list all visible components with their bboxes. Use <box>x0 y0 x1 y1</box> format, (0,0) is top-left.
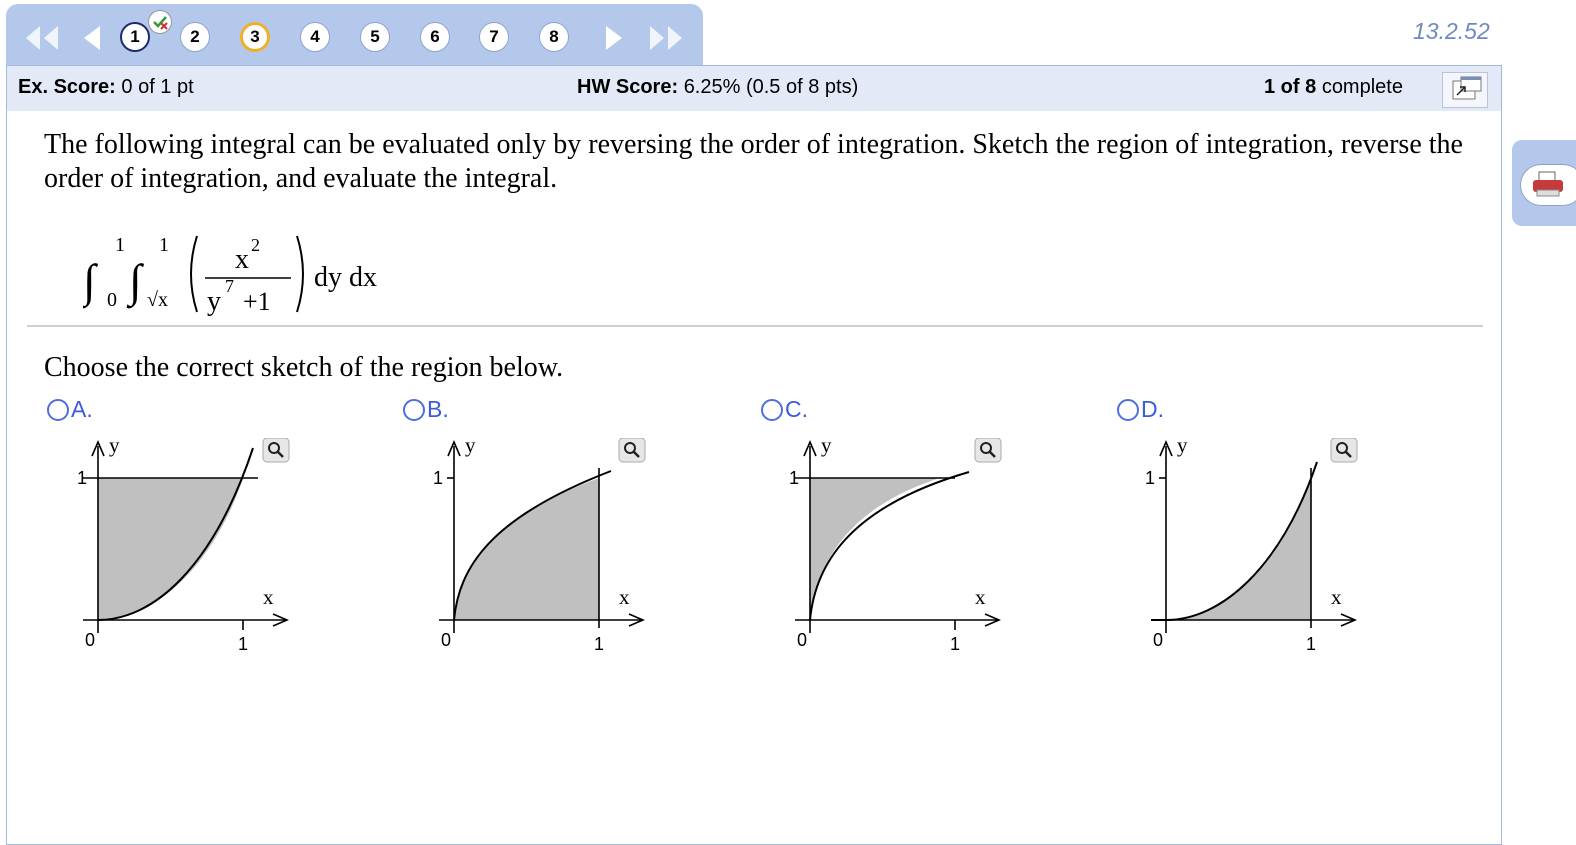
zoom-button[interactable] <box>619 438 645 462</box>
graph-option-a <box>73 438 303 668</box>
print-tab[interactable] <box>1512 140 1576 226</box>
progress-count: 1 of 8 <box>1264 76 1317 98</box>
question-2-button[interactable]: 2 <box>180 22 210 52</box>
graph-option-b <box>429 438 659 668</box>
denominator-base: y <box>207 286 221 317</box>
previous-question-icon[interactable] <box>76 18 106 58</box>
ex-score-label: Ex. Score: <box>18 76 116 98</box>
integral-expression <box>83 226 443 326</box>
option-d[interactable] <box>1117 396 1164 423</box>
option-c-label: C. <box>785 396 808 422</box>
tick-x-1: 1 <box>1306 634 1317 654</box>
popout-window-icon <box>1443 73 1487 107</box>
denominator-rest: +1 <box>243 287 271 316</box>
graph-option-d <box>1141 438 1371 668</box>
popout-window-button[interactable] <box>1442 72 1488 108</box>
outer-lower-limit: 0 <box>107 289 117 311</box>
progress-suffix: complete <box>1321 76 1403 98</box>
option-b-label: B. <box>427 396 449 422</box>
tick-origin: 0 <box>797 630 808 650</box>
numerator-exponent: 2 <box>251 235 260 255</box>
tick-y-1: 1 <box>1145 468 1156 488</box>
option-a-radio[interactable] <box>47 399 69 421</box>
fraction-numerator: x <box>235 244 249 275</box>
question-5-button[interactable]: 5 <box>360 22 390 52</box>
tick-y-1: 1 <box>789 468 800 488</box>
question-7-button[interactable]: 7 <box>479 22 509 52</box>
option-c[interactable] <box>761 396 808 423</box>
differentials: dy dx <box>314 262 377 293</box>
option-c-radio[interactable] <box>761 399 783 421</box>
zoom-button[interactable] <box>975 438 1001 462</box>
shaded-region <box>98 478 243 620</box>
question-8-button[interactable]: 8 <box>539 22 569 52</box>
choose-prompt: Choose the correct sketch of the region below. <box>44 352 564 383</box>
denominator-exponent: 7 <box>225 276 234 296</box>
tick-y-1: 1 <box>433 468 444 488</box>
option-d-radio[interactable] <box>1117 399 1139 421</box>
question-panel <box>6 65 1502 845</box>
option-b[interactable] <box>403 396 449 423</box>
first-question-icon[interactable] <box>18 18 64 58</box>
question-4-button[interactable]: 4 <box>300 22 330 52</box>
next-question-icon[interactable] <box>600 18 630 58</box>
tick-origin: 0 <box>85 630 96 650</box>
y-axis-label: y <box>109 438 120 457</box>
partial-status-badge-icon <box>148 10 172 34</box>
problem-id: 13.2.52 <box>1413 18 1490 44</box>
question-1-button[interactable]: 1 <box>120 22 150 52</box>
x-axis-label: x <box>1331 585 1342 609</box>
zoom-button[interactable] <box>263 438 289 462</box>
inner-lower-limit: √x <box>147 289 168 311</box>
tick-x-1: 1 <box>238 634 249 654</box>
tick-origin: 0 <box>1153 630 1164 650</box>
x-axis-label: x <box>619 585 630 609</box>
shaded-region <box>454 478 599 620</box>
tick-y-1: 1 <box>77 468 88 488</box>
divider <box>27 325 1483 327</box>
y-axis-label: y <box>465 438 476 457</box>
ex-score-value: 0 of 1 pt <box>121 76 194 98</box>
option-a-label: A. <box>71 396 93 422</box>
option-a[interactable] <box>47 396 93 423</box>
inner-upper-limit: 1 <box>159 234 169 256</box>
inner-integral-sign: ∫ <box>129 255 142 306</box>
option-d-label: D. <box>1141 396 1164 422</box>
shaded-region <box>1166 478 1311 620</box>
y-axis-label: y <box>821 438 832 457</box>
score-bar <box>7 66 1501 111</box>
printer-icon <box>1529 168 1569 202</box>
outer-integral-sign: ∫ <box>83 255 96 306</box>
y-axis-label: y <box>1177 438 1188 457</box>
question-6-button[interactable]: 6 <box>420 22 450 52</box>
hw-score-value: 6.25% (0.5 of 8 pts) <box>683 76 859 98</box>
outer-upper-limit: 1 <box>115 234 125 256</box>
option-b-radio[interactable] <box>403 399 425 421</box>
question-3-button[interactable]: 3 <box>240 22 270 52</box>
shaded-region <box>810 478 940 620</box>
x-axis-label: x <box>975 585 986 609</box>
graph-option-c <box>785 438 1015 668</box>
tick-origin: 0 <box>441 630 452 650</box>
question-text: The following integral can be evaluated only by reversing the order of integration. Sketch the region of integration, reverse the order of integration, and evaluate the integral. <box>44 129 1463 194</box>
tick-x-1: 1 <box>950 634 961 654</box>
last-question-icon[interactable] <box>644 18 694 58</box>
zoom-button[interactable] <box>1331 438 1357 462</box>
hw-score-label: HW Score: <box>577 76 679 98</box>
question-nav-bar <box>6 4 703 66</box>
tick-x-1: 1 <box>594 634 605 654</box>
x-axis-label: x <box>263 585 274 609</box>
